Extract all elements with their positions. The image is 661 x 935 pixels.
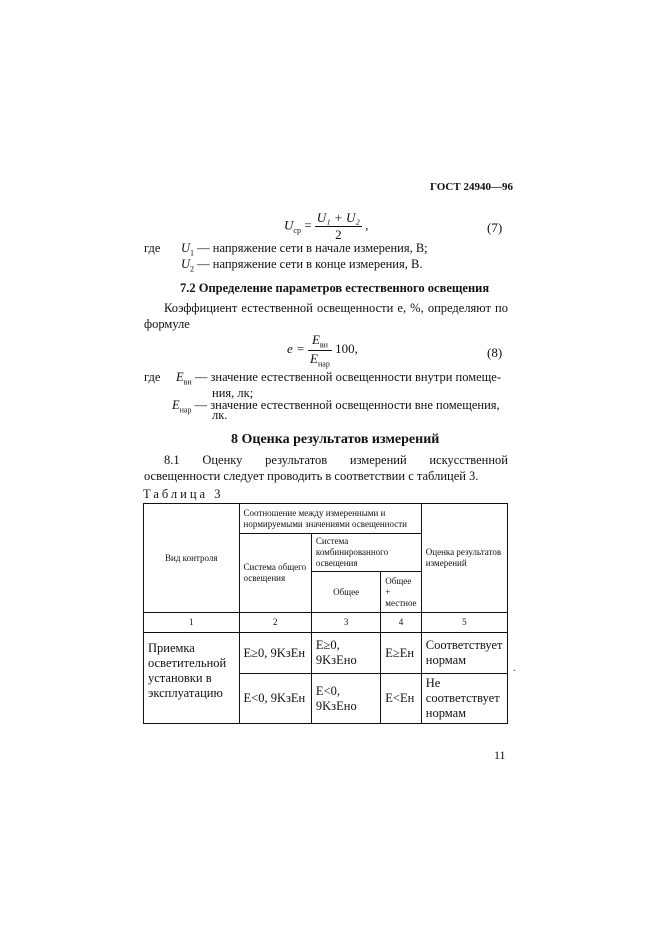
- eq7-number: (7): [487, 220, 503, 235]
- section-8-title: 8 Оценка результатов измерений: [231, 432, 440, 447]
- where-e-vn-cont: ния, лк;: [212, 386, 254, 400]
- table-caption: Таблица 3: [143, 487, 224, 501]
- header-obshee: Общее: [311, 572, 380, 613]
- eq7-fraction: [315, 210, 362, 243]
- cell-r1-c4: E≥Eн: [381, 633, 421, 674]
- col-number-1: 1: [144, 613, 240, 633]
- where-e-nar-cont: лк.: [212, 408, 228, 422]
- header-ratio-group: Соотношение между измеренными и нормируемыми значениями освещенности: [239, 504, 421, 534]
- eq7-numerator: U₁ + U₂: [316, 210, 360, 225]
- where-e-vn: $E_{вн}$ — значение естественной освещенности внутри помеще-: [176, 370, 502, 387]
- header-general-system: Система общего освещения: [239, 534, 311, 613]
- cell-r2-c5: Не соответствует нормам: [421, 674, 507, 724]
- eq7-comma: ,: [365, 217, 369, 233]
- header-obshee-mestnoe: Общее + местное: [381, 572, 421, 613]
- eq8-number: (8): [487, 345, 503, 360]
- col-number-2: 2: [239, 613, 311, 633]
- header-ocenka: Оценка результатов измерений: [421, 504, 507, 613]
- section-7-2-title: 7.2 Определение параметров естественного освещения: [180, 281, 490, 295]
- equation-8: e = $\frac{E_{вн}}{E_{нар}}$ 100,: [287, 332, 358, 369]
- col-number-3: 3: [311, 613, 380, 633]
- section-8-paragraph: 8.1 Оценку результатов измерений искусственной освещенности следует проводить в соответствии с таблицей 3.: [144, 453, 508, 483]
- document-header: ГОСТ 24940—96: [430, 181, 513, 193]
- cell-r1-c5: Соответствует нормам: [421, 633, 507, 674]
- table-3: [143, 503, 508, 724]
- col-number-4: 4: [381, 613, 421, 633]
- stray-mark: .: [513, 663, 516, 674]
- cell-r1-c2: E≥0, 9KзEн: [239, 633, 311, 674]
- eq7-denominator: 2: [335, 227, 342, 242]
- row-label-priemka: Приемка осветительной установки в эксплуатацию: [144, 633, 240, 724]
- section-7-2-paragraph: Коэффициент естественной освещенности e, %, определяют по формуле: [144, 301, 508, 331]
- equation-7: $U_{ср}$ = $\frac{\text{U₁ + U₂}}{2}$ ,: [284, 210, 369, 242]
- eq7-lhs-sub: ср: [293, 226, 301, 236]
- header-vid-kontrolya: Вид контроля: [144, 504, 240, 613]
- where-u2: $U_2$ — напряжение сети в конце измерения, В.: [181, 257, 423, 274]
- cell-r2-c3: E<0, 9KзEно: [311, 674, 380, 724]
- cell-r2-c2: E<0, 9KзEн: [239, 674, 311, 724]
- where-label-1: где: [144, 241, 161, 255]
- eq7-lhs: U: [284, 217, 294, 233]
- where-u1: $U_1$ — напряжение сети в начале измерения, В;: [181, 241, 428, 258]
- where-e-nar: $E_{нар}$ — значение естественной освещенности вне помещения,: [172, 398, 500, 415]
- page-number: 11: [494, 748, 506, 762]
- eq8-fraction: $\frac{E_{вн}}{E_{нар}}$: [310, 332, 330, 369]
- col-number-5: 5: [421, 613, 507, 633]
- cell-r1-c3: E≥0, 9KзEно: [311, 633, 380, 674]
- cell-r2-c4: E<Eн: [381, 674, 421, 724]
- where-label-2: где: [144, 370, 161, 384]
- header-combined-system: Система комбинированного освещения: [311, 534, 421, 572]
